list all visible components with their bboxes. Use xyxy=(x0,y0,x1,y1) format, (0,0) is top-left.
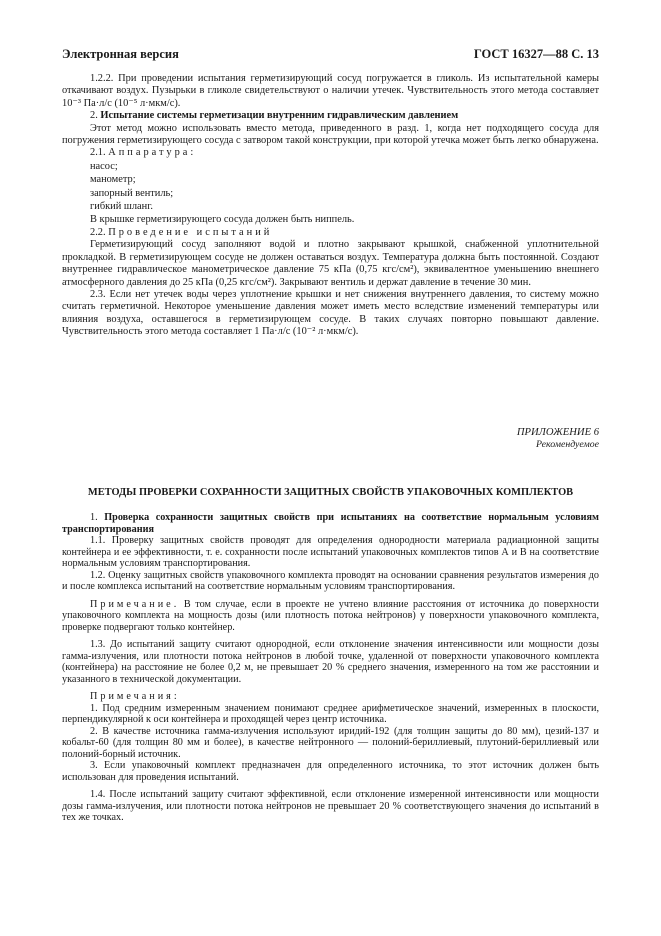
note-label: Примечание. xyxy=(90,598,180,610)
appendix-label xyxy=(517,427,599,450)
notes-label: Примечания: xyxy=(90,691,180,702)
heading-2 xyxy=(62,110,599,122)
paragraph-1-4: 1.4. После испытаний защиту считают эффективной, если отклонение измеренной интенсивности или мощности дозы гамма-излучения, или плотности потока нейтронов не превышает 20 % соответствующего значения до испытаний в тех же точках. xyxy=(62,789,599,823)
heading-2-number: 2. xyxy=(90,110,98,122)
appendix-number: ПРИЛОЖЕНИЕ 6 xyxy=(516,427,599,438)
heading-2-2 xyxy=(62,227,599,239)
paragraph-2-3: 2.3. Если нет утечек воды через уплотнение крышки и нет снижения внутреннего давления, то систему можно считать герметичной. Некоторое уменьшение давления может иметь место вследствие изменений температуры или влияния воздуха, оставшегося в герметизирующем сосуде. В таких случаях повторно повышают давление. Чувствительность этого метода составляет 1 Па·л/с (10⁻² л·мкм/с). xyxy=(62,288,599,338)
heading-2-1 xyxy=(62,147,599,159)
section-hydraulic-test xyxy=(62,73,599,339)
header-edition-label: Электронная версия xyxy=(62,47,179,61)
note-item: 2. В качестве источника гамма-излучения используют иридий-192 (для толщин защиты до 80 мм), цезий-137 и кобальт-60 (для толщин 80 мм и более), в качестве нейтронного — полоний-бериллиевый, плутоний-бериллиевый или полоний-борный источник. xyxy=(62,725,599,760)
paragraph-2-2: Герметизирующий сосуд заполняют водой и плотно закрывают крышкой, снабженной уплотнительной прокладкой. В герметизирующем сосуде не должен оставаться воздух. Температура должна быть постоянной. Создают внутреннее гидравлическое манометрическое давление 75 кПа (0,75 кгс/см²), эквивалентное уменьшению внешнего атмосферного давления до 25 кПа (0,25 кгс/см²). Закрывают вентиль и держат давление в течение 30 мин. xyxy=(62,239,599,288)
heading-2-2-label: Проведение испытаний xyxy=(108,226,273,238)
heading-2-1-label: Аппаратура: xyxy=(108,147,197,159)
note-item: 3. Если упаковочный комплект предназначен для определенного источника, то этот источник должен быть использован для проведения испытаний. xyxy=(62,760,599,783)
apparatus-note: В крышке герметизирующего сосуда должен быть ниппель. xyxy=(90,214,355,226)
heading-2-2-number: 2.2. xyxy=(90,226,106,238)
heading-1-number: 1. xyxy=(90,512,98,523)
heading-1 xyxy=(62,512,599,535)
apparatus-item: насос; xyxy=(90,160,118,172)
paragraph-1-2-2: 1.2.2. При проведении испытания герметизирующий сосуд погружается в гликоль. Из испытательной камеры откачивают воздух. Пузырьки в гликоле свидетельствуют о наличии утечек. Чувствительность этого метода составляет 10⁻³ Па·л/с (10⁻⁵ л·мкм/с). xyxy=(62,73,599,109)
paragraph-1-2: 1.2. Оценку защитных свойств упаковочного комплекта проводят на основании сравнения результатов измерения до и после комплекса испытаний на соответствие нормальным условиям транспортирования. xyxy=(62,569,599,592)
section-protection-check xyxy=(62,512,599,824)
note-text: В том случае, если в проекте не учтено влияние расстояния от источника до поверхности упаковочного комплекта на мощность дозы (или плотность потока нейтронов) у поверхности упаковочного комплекта, проверке подвергают только контейнер. xyxy=(62,598,599,633)
apparatus-item: манометр; xyxy=(90,174,136,186)
note-item: 1. Под средним измеренным значением понимают среднее арифметическое значений, измеренных в плоскости, перпендикулярной к оси контейнера и проходящей через центр источника. xyxy=(62,702,599,725)
heading-1-text: Проверка сохранности защитных свойств при испытаниях на соответствие нормальным условиям транспортирования xyxy=(62,512,599,535)
paragraph-1-1: 1.1. Проверку защитных свойств проводят для определения однородности материала радиационной защиты контейнера и ее эффективности, т. е. сохранности после испытаний упаковочных комплектов типов А и В на соответствие нормальным условиям транспортирования. xyxy=(62,535,599,569)
heading-2-1-number: 2.1. xyxy=(90,147,106,159)
note-paragraph xyxy=(62,599,599,634)
appendix-status: Рекомендуемое xyxy=(536,439,599,450)
paragraph-1-3: 1.3. До испытаний защиту считают однородной, если отклонение значения интенсивности или мощности дозы гамма-излучения, или плотности потока нейтронов в любой точке, удаленной от поверхности упаковочного комплекта (контейнера) на расстояние не более 0,2 м, не превышает 20 % среднего значения, измеренного на том же расстоянии и указанного в технической документации. xyxy=(62,639,599,685)
header-standard-page: ГОСТ 16327—88 С. 13 xyxy=(473,47,599,61)
paragraph-2-intro: Этот метод можно использовать вместо метода, приведенного в разд. 1, когда нет подходящего сосуда для погружения герметизирующего сосуда с затвором такой конструкции, при которой утечка может быть легко обнаружена. xyxy=(62,122,599,147)
appendix-title: МЕТОДЫ ПРОВЕРКИ СОХРАННОСТИ ЗАЩИТНЫХ СВОЙСТВ УПАКОВОЧНЫХ КОМПЛЕКТОВ xyxy=(87,487,574,498)
apparatus-item: запорный вентиль; xyxy=(90,187,174,199)
heading-2-text: Испытание системы герметизации внутренним гидравлическим давлением xyxy=(100,110,459,122)
apparatus-item: гибкий шланг. xyxy=(90,201,153,213)
